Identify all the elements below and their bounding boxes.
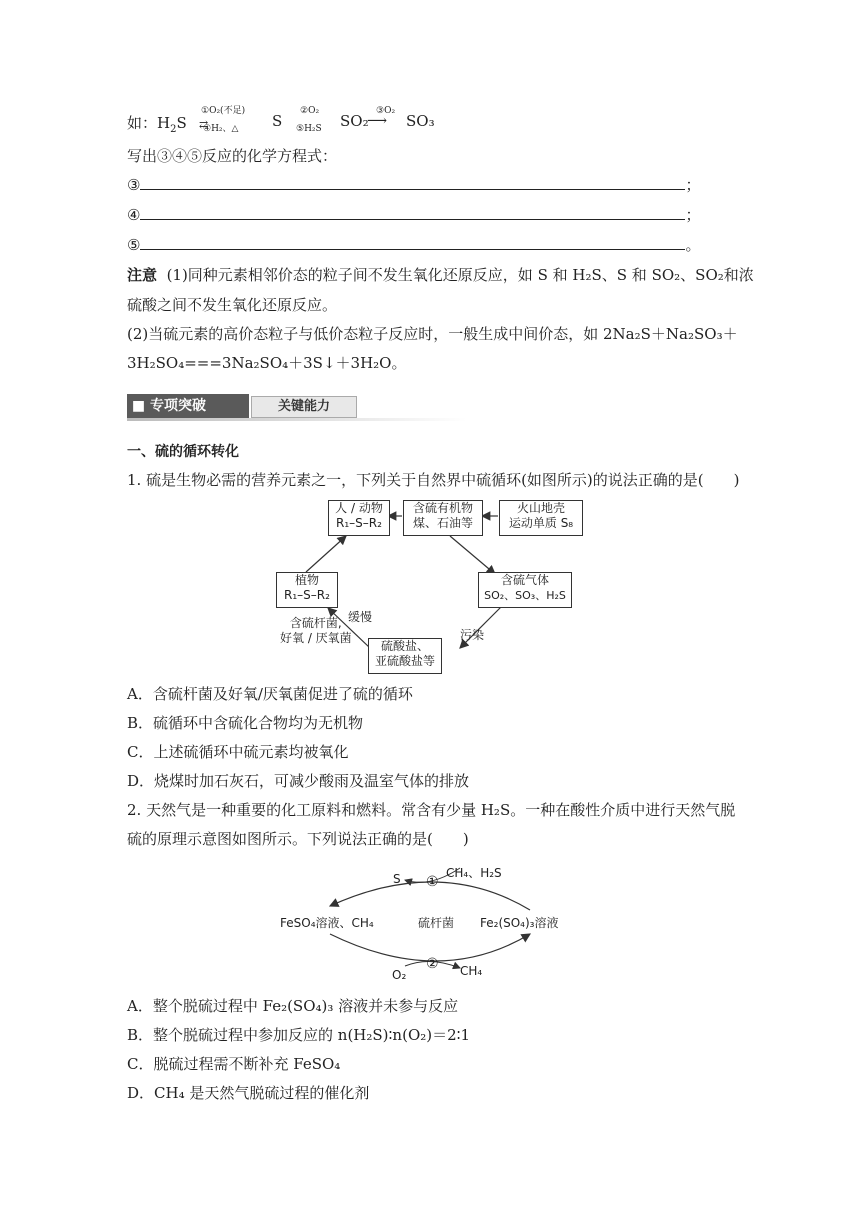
reactant-o2: O₂ (392, 968, 407, 982)
product-s: S (393, 872, 401, 886)
sulfur-cycle-diagram (270, 498, 590, 678)
arrow1-bottom: ④H₂、△ (203, 124, 239, 134)
fe2so43-solution: Fe₂(SO₄)₃溶液 (480, 916, 559, 930)
volcano-box: 火山地壳 运动单质 S₈ (499, 500, 583, 536)
note-line-4: 3H₂SO₄===3Na₂SO₄＋3S↓＋3H₂O。 (127, 354, 407, 372)
sulfate-box: 硫酸盐、 亚硫酸盐等 (368, 638, 442, 674)
section-banner (127, 394, 357, 418)
note-line-3: (2)当硫元素的高价态粒子与低价态粒子反应时，一般生成中间价态，如 2Na₂S＋Na₂SO₃＋ (127, 325, 738, 343)
q2-stem-line2: 硫的原理示意图如图所示。下列说法正确的是( ) (127, 830, 469, 848)
q1-option-a[interactable]: A．含硫杆菌及好氧/厌氧菌促进了硫的循环 (127, 685, 413, 703)
feso4-solution: FeSO₄溶液、CH₄ (280, 916, 374, 930)
double-arrow-icon: ⇄ (199, 118, 208, 131)
plant-box: 植物 R₁–S–R₂ (276, 572, 338, 608)
arrow3-top: ③O₂ (376, 106, 396, 116)
organic-sulfur-box: 含硫有机物 煤、石油等 (403, 500, 483, 536)
blank-line-5[interactable]: ⑤ 。 (127, 236, 701, 254)
banner-main: ■ 专项突破 (127, 394, 249, 418)
product-ch4: CH₄ (460, 964, 483, 978)
q1-stem: 1. 硫是生物必需的营养元素之一，下列关于自然界中硫循环(如图所示)的说法正确的是( ) (127, 471, 740, 489)
reactant-ch4-h2s: CH₄、H₂S (446, 866, 502, 880)
sulfur-gas-box: 含硫气体 SO₂、SO₃、H₂S (478, 572, 572, 608)
so2: SO₂ (340, 112, 369, 130)
blank-line-3[interactable]: ③ ； (127, 176, 701, 194)
q2-stem-line1: 2. 天然气是一种重要的化工原料和燃料。常含有少量 H₂S。一种在酸性介质中进行天然气脱 (127, 801, 736, 819)
blank-line-4[interactable]: ④ ； (127, 206, 701, 224)
q1-option-b[interactable]: B．硫循环中含硫化合物均为无机物 (127, 714, 364, 732)
q2-option-c[interactable]: C．脱硫过程需不断补充 FeSO₄ (127, 1055, 341, 1073)
step-2-label: ② (426, 956, 439, 972)
q2-option-b[interactable]: B．整个脱硫过程中参加反应的 n(H₂S)∶n(O₂)＝2∶1 (127, 1026, 471, 1044)
h2s-prefix: 如：$H_2S$ (127, 114, 187, 135)
banner-sub: 关键能力 (251, 396, 357, 418)
section1-title: 一、硫的循环转化 (127, 444, 239, 460)
q1-option-d[interactable]: D．烧煤时加石灰石，可减少酸雨及温室气体的排放 (127, 772, 470, 790)
write-prompt: 写出③④⑤反应的化学方程式： (127, 147, 338, 165)
bacteria-center: 硫杆菌 (418, 916, 455, 930)
step-1-label: ① (426, 874, 439, 890)
desulfurization-diagram (280, 858, 580, 988)
note-line-2: 硫酸之间不发生氧化还原反应。 (127, 296, 338, 314)
s-mid: S (272, 112, 283, 130)
intro-equation (127, 108, 447, 138)
note-line-1: 注意 (1)同种元素相邻价态的粒子间不发生氧化还原反应，如 S 和 H₂S、S 和 SO₂、SO₂和浓 (127, 266, 754, 284)
right-arrow-icon: ⟶ (367, 113, 388, 129)
q1-option-c[interactable]: C．上述硫循环中硫元素均被氧化 (127, 743, 349, 761)
arrow1-top: ①O₂(不足) (201, 106, 246, 116)
so3: SO₃ (406, 112, 435, 130)
q2-option-a[interactable]: A．整个脱硫过程中 Fe₂(SO₄)₃ 溶液并未参与反应 (127, 997, 459, 1015)
banner-underline (127, 418, 467, 421)
label-bacteria: 含硫杆菌, 好氧 / 厌氧菌 (280, 616, 352, 645)
arrow2-top: ②O₂ (300, 106, 320, 116)
q2-option-d[interactable]: D．CH₄ 是天然气脱硫过程的催化剂 (127, 1084, 370, 1102)
arrow2-bottom: ⑤H₂S (296, 124, 322, 134)
note-title: 注意 (127, 266, 158, 284)
human-animal-box: 人 / 动物 R₁–S–R₂ (328, 500, 390, 536)
label-slow: 缓慢 (348, 610, 373, 624)
label-pollution: 污染 (460, 628, 485, 642)
